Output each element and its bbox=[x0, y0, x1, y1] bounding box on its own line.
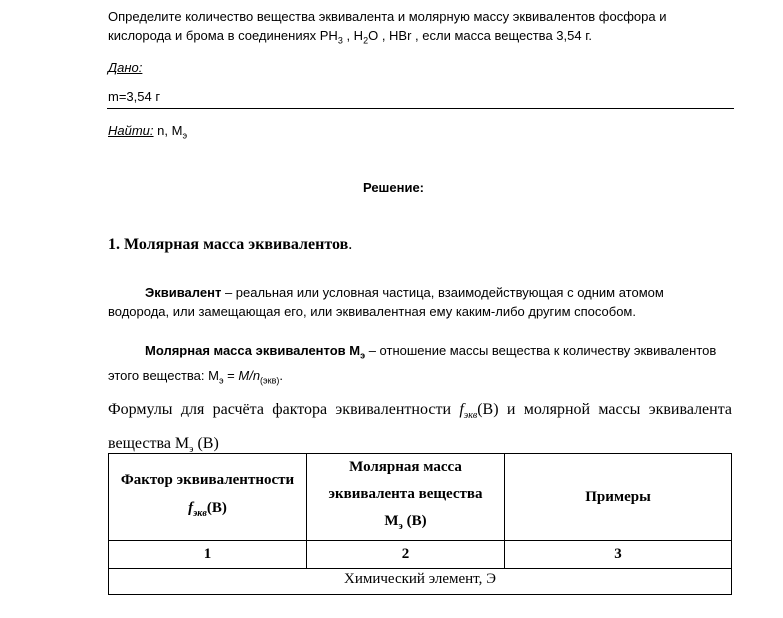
formulas-table bbox=[108, 453, 732, 595]
column-number-1: 1 bbox=[109, 541, 307, 569]
divider-line bbox=[107, 108, 734, 109]
table-span-row bbox=[109, 569, 732, 595]
solution-heading: Решение: bbox=[362, 180, 425, 195]
header-examples: Примеры bbox=[505, 454, 732, 541]
table-number-row bbox=[109, 541, 732, 569]
given-mass: m=3,54 г bbox=[108, 89, 161, 104]
problem-line-2: кислорода и брома в соединениях $PH_3$ , $H_2O$ , HBr , если масса вещества 3,54 г. bbox=[108, 28, 592, 46]
equivalent-definition: Эквивалент – реальная или условная частица, взаимодействующая с одним атомом водорода, или замещающая его, или эквивалентная ему каким-либо другим способом. bbox=[108, 285, 664, 319]
table-header-row bbox=[109, 454, 732, 541]
chemical-element-row: Химический элемент, Э bbox=[109, 569, 732, 595]
given-label: Дано: bbox=[108, 60, 143, 75]
problem-statement bbox=[108, 7, 748, 51]
find-line: Найти: n, $М_э$ bbox=[108, 123, 188, 141]
section-1-title: 1. Молярная масса эквивалентов. bbox=[108, 236, 353, 253]
find-label: Найти: bbox=[108, 123, 154, 138]
header-molar-mass: Молярная масса эквивалента вещества $М_э$ (В) bbox=[307, 454, 505, 541]
header-factor: Фактор эквивалентности $f_{экв}(В)$ bbox=[109, 454, 307, 541]
column-number-3: 3 bbox=[505, 541, 732, 569]
molar-mass-definition: Молярная масса эквивалентов $М_э$ – отношение массы вещества к количеству эквивалентов этого вещества: $М_э = M/n_{(экв)}$. bbox=[108, 343, 717, 386]
column-number-2: 2 bbox=[307, 541, 505, 569]
formulas-intro: Формулы для расчёта фактора эквивалентности $f_{экв}(В)$ и молярной массы эквивалента вещества $М_э$ (В) bbox=[108, 401, 733, 456]
problem-line-1: Определите количество вещества эквивалента и молярную массу эквивалентов фосфора и bbox=[108, 9, 667, 24]
